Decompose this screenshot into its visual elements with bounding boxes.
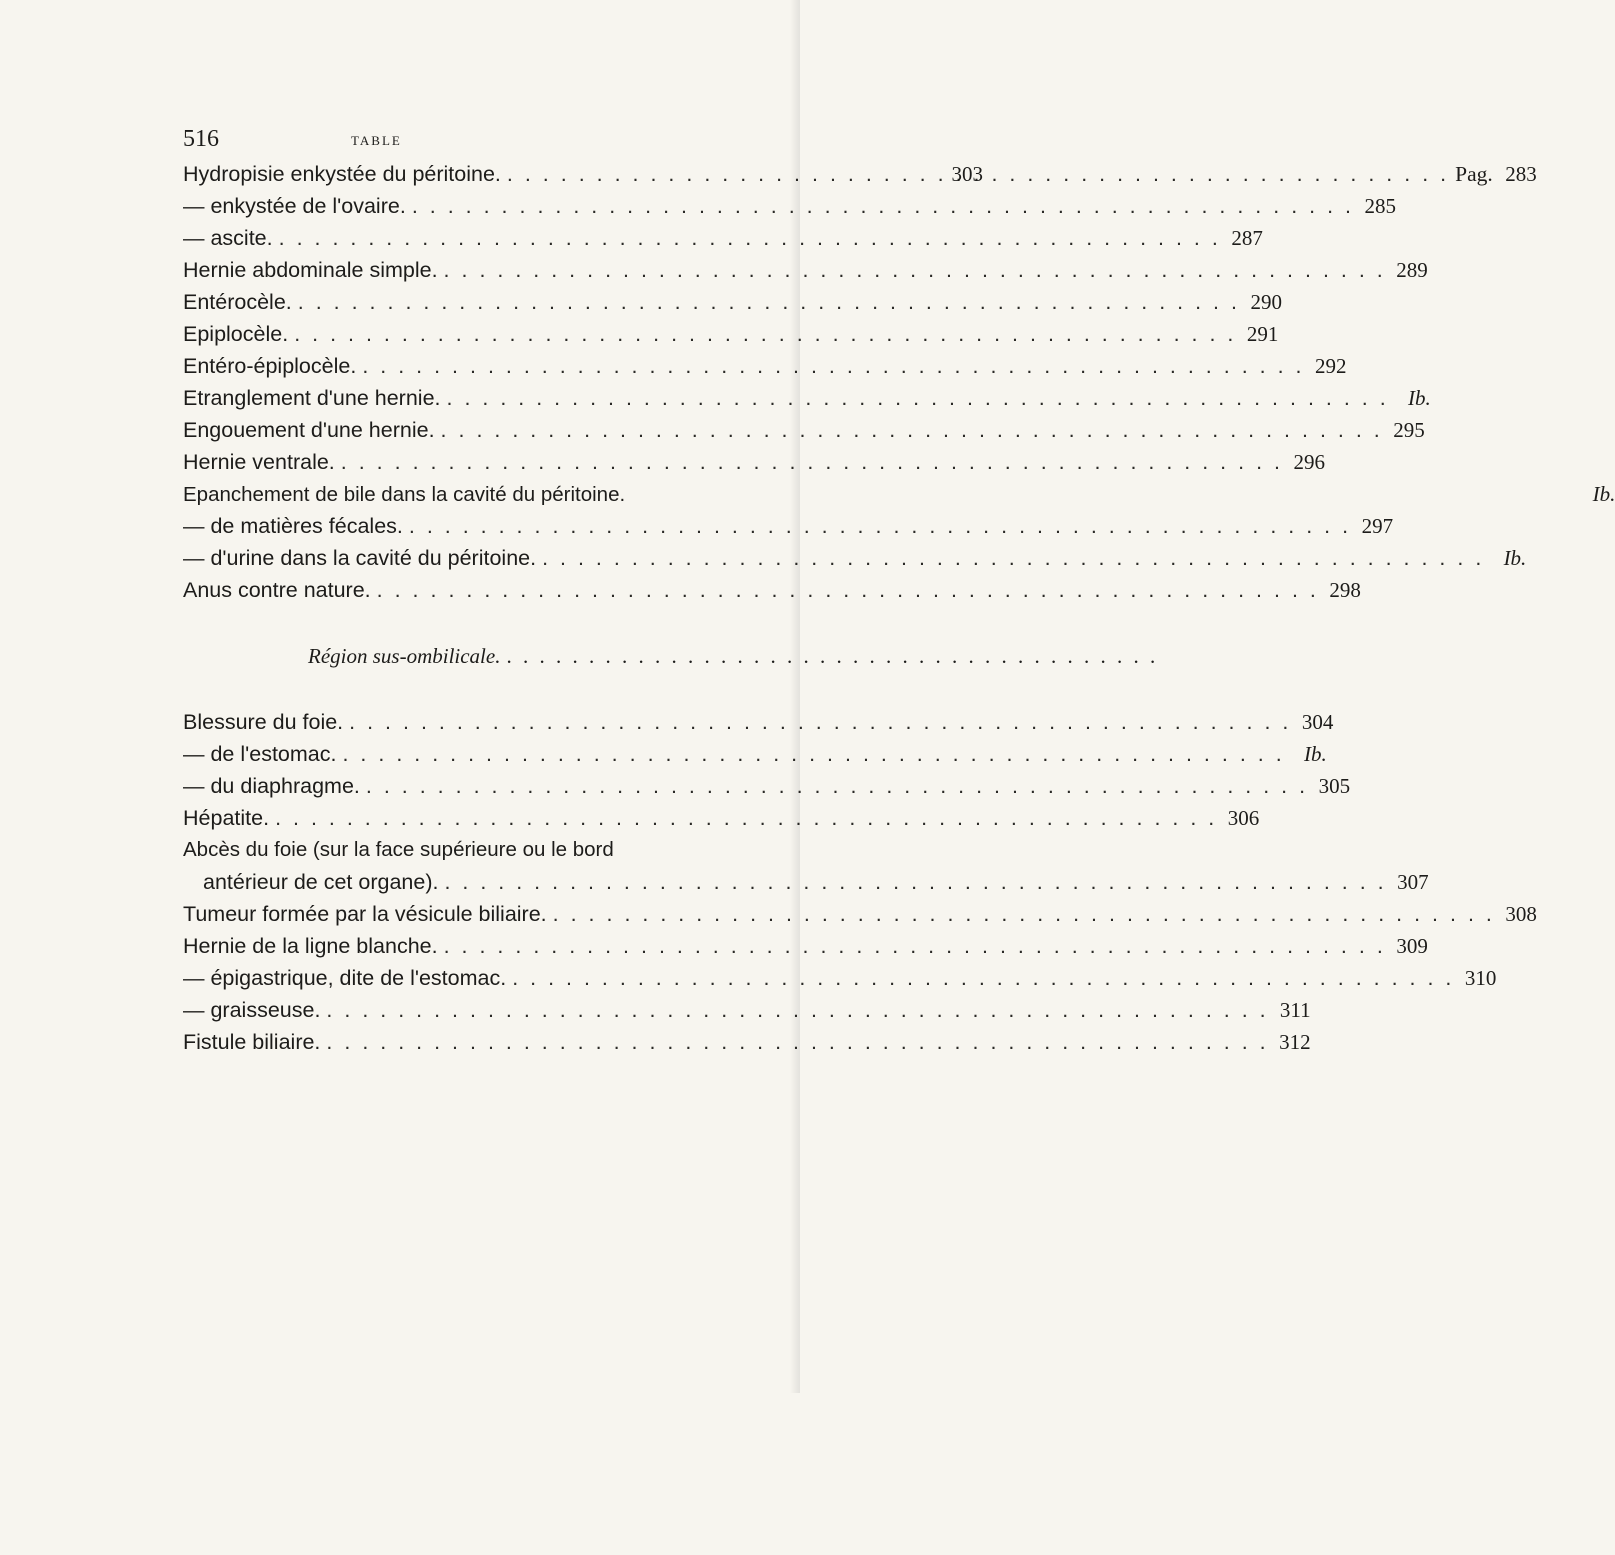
entry-page: 298: [1329, 578, 1361, 602]
entry-page: 283: [1505, 162, 1537, 186]
entry-label: Hernie ventrale.: [183, 450, 335, 474]
entry-page: Ib.: [1503, 546, 1527, 570]
entry-label: Hépatite.: [183, 806, 270, 830]
entry-label: Abcès du foie (sur la face supérieure ou le bord: [183, 838, 614, 861]
page-abbreviation: Pag.: [1455, 162, 1493, 186]
entry-label: — ascite.: [183, 226, 273, 250]
entry-label: — du diaphragme.: [183, 774, 360, 798]
entry-label: Tumeur formée par la vésicule biliaire.: [183, 902, 547, 926]
entry-label: — de matières fécales.: [183, 514, 403, 538]
entry-page: 296: [1293, 450, 1325, 474]
entry-page: Ib.: [1592, 482, 1615, 506]
entry-label: — de l'estomac.: [183, 742, 337, 766]
entry-label: — graisseuse.: [183, 998, 321, 1022]
entry-page: 291: [1246, 322, 1279, 346]
entry-page: 312: [1279, 1030, 1311, 1054]
entry-page: 311: [1279, 998, 1311, 1022]
entry-label: Engouement d'une hernie.: [183, 418, 435, 442]
entry-page: 309: [1396, 934, 1428, 958]
entry-label: antérieur de cet organe).: [203, 870, 439, 894]
page-heading: TABLE: [351, 133, 402, 148]
entry-page: 307: [1397, 870, 1429, 894]
entry-label: Entéro-épiplocèle.: [183, 354, 357, 378]
entry-label: Entérocèle.: [183, 290, 292, 314]
page-number: 516: [183, 126, 219, 152]
entry-page: 304: [1301, 710, 1334, 734]
entry-page: 292: [1315, 354, 1347, 378]
entry-label: Epiplocèle.: [183, 322, 289, 346]
entry-page: 308: [1505, 902, 1537, 926]
page-edge-shadow: [790, 0, 800, 1393]
entry-page: 306: [1227, 806, 1260, 830]
entry-page: 297: [1361, 514, 1394, 538]
entry-label: Fistule biliaire.: [183, 1030, 321, 1054]
entry-page: 285: [1364, 194, 1397, 218]
entry-label: Hydropisie enkystée du péritoine.: [183, 162, 501, 186]
entry-page: Ib.: [1407, 386, 1431, 410]
entry-page: 290: [1250, 290, 1282, 314]
entry-label: — d'urine dans la cavité du péritoine.: [183, 546, 537, 570]
entry-page: 289: [1396, 258, 1428, 282]
entry-label: Anus contre nature.: [183, 578, 371, 602]
entry-label: Hernie de la ligne blanche.: [183, 934, 438, 958]
entry-page: Ib.: [1303, 742, 1327, 766]
section-page: 303: [951, 162, 983, 186]
entry-page: 295: [1393, 418, 1425, 442]
entry-label: Hernie abdominale simple.: [183, 258, 438, 282]
entry-label: Etranglement d'une hernie.: [183, 386, 441, 410]
entry-page: 305: [1318, 774, 1351, 798]
entry-page: 310: [1464, 966, 1497, 990]
entry-label: Blessure du foie.: [183, 710, 344, 734]
table-of-contents: [183, 162, 1615, 1062]
entry-label: — épigastrique, dite de l'estomac.: [183, 966, 507, 990]
entry-page: 287: [1231, 226, 1263, 250]
entry-label: — enkystée de l'ovaire.: [183, 194, 406, 218]
section-title: Région sus-ombilicale.: [308, 644, 501, 668]
entry-label: Epanchement de bile dans la cavité du péritoine.: [183, 483, 626, 506]
running-head: [183, 126, 743, 156]
